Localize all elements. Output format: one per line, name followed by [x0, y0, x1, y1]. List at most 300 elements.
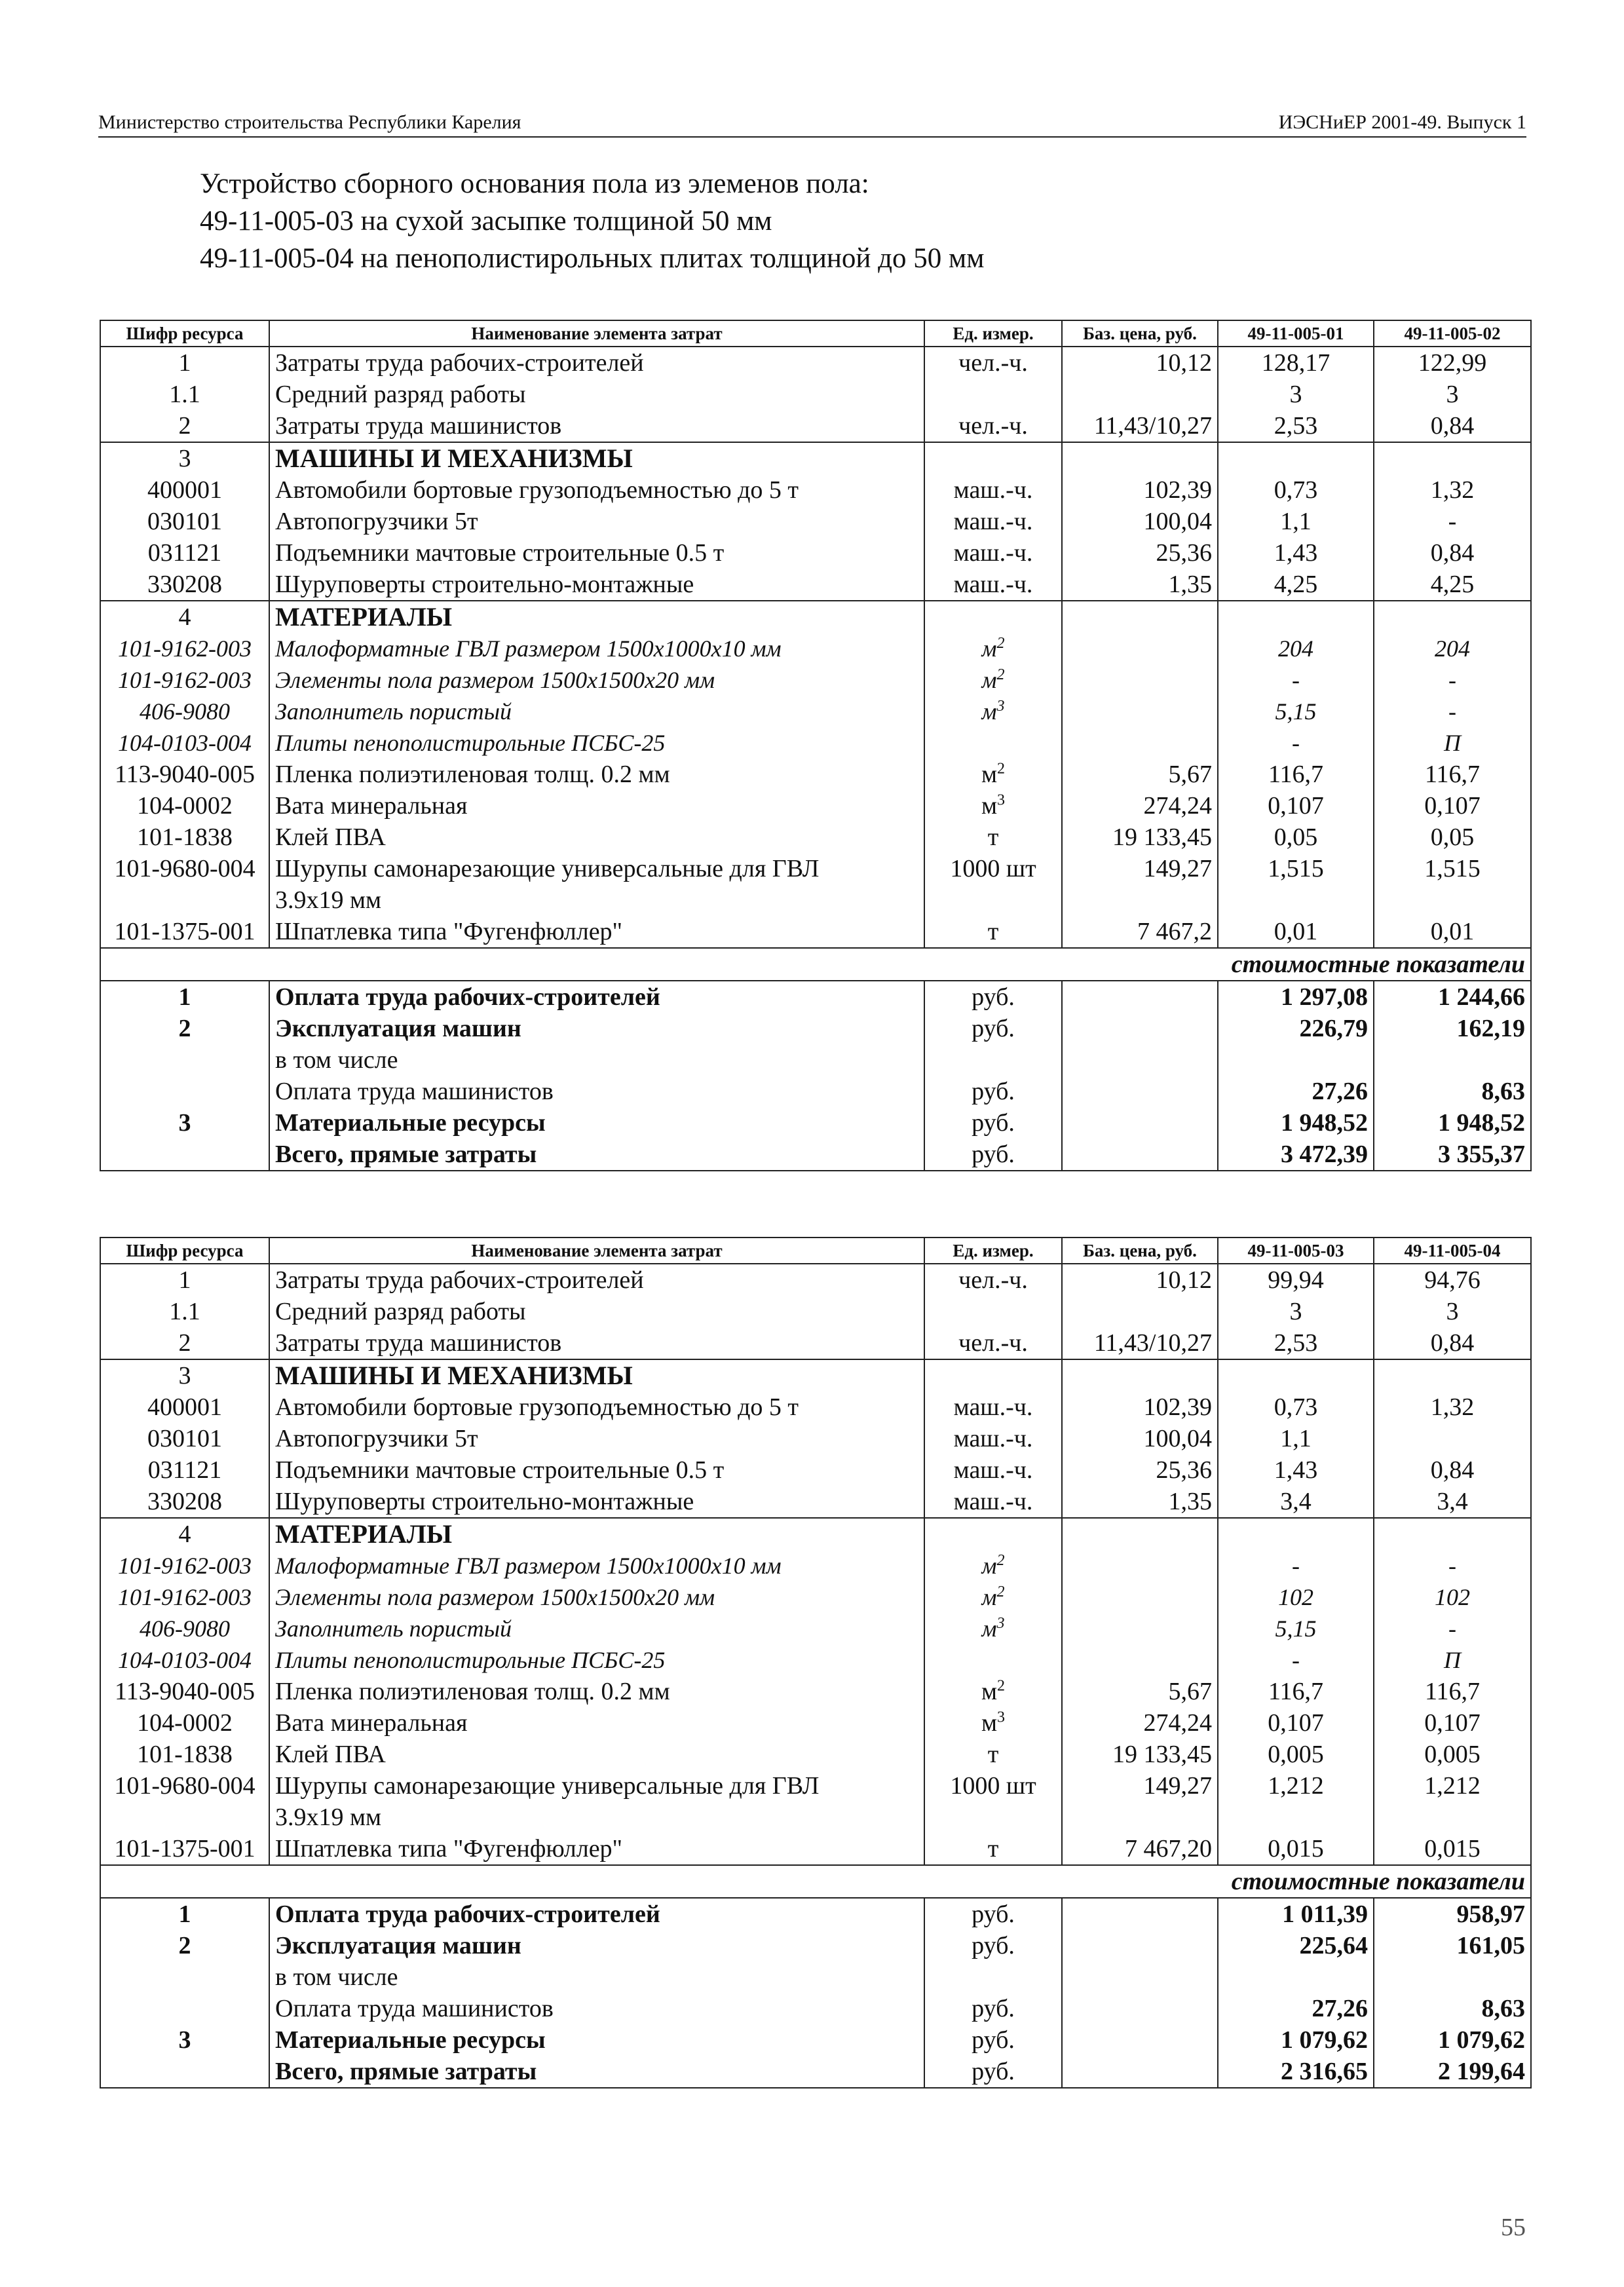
summary-row — [100, 1930, 1531, 1961]
base-price: 100,04 — [1062, 506, 1218, 537]
summary-row — [100, 2024, 1531, 2056]
value-a: 5,15 — [1218, 1613, 1374, 1644]
cost-element-name: Автомобили бортовые грузоподъемностью до 5 т — [269, 1391, 924, 1423]
unit-text: 1000 шт — [950, 855, 1036, 882]
base-price — [1062, 1581, 1218, 1613]
price-cell — [1062, 2056, 1218, 2088]
table-row — [100, 1518, 1531, 1550]
table-row — [100, 1802, 1531, 1833]
resource-code: 3 — [100, 442, 269, 474]
summary-name: Всего, прямые затраты — [269, 2056, 924, 2088]
summary-unit: руб. — [924, 1107, 1062, 1139]
section-title: МАШИНЫ И МЕХАНИЗМЫ — [269, 1359, 924, 1391]
unit-cell — [924, 1454, 1062, 1486]
value-a — [1218, 442, 1374, 474]
cost-element-name: Заполнитель пористый — [269, 1613, 924, 1644]
summary-value-a: 1 297,08 — [1218, 981, 1374, 1013]
value-a — [1218, 1518, 1374, 1550]
unit-cell — [924, 410, 1062, 442]
value-b: 1,32 — [1374, 474, 1531, 506]
unit-text: м — [981, 1709, 998, 1737]
unit-text: маш.-ч. — [953, 508, 1033, 535]
unit-cell — [924, 664, 1062, 696]
resource-code: 2 — [100, 1327, 269, 1359]
table-row — [100, 884, 1531, 916]
value-a: 4,25 — [1218, 569, 1374, 601]
cost-element-name: Шурупы самонарезающие универсальные для ГВЛ — [269, 1770, 924, 1802]
value-b: 1,212 — [1374, 1770, 1531, 1802]
header-name: Наименование элемента затрат — [269, 1238, 924, 1264]
unit-exponent: 2 — [996, 1583, 1005, 1600]
unit-exponent: 2 — [996, 635, 1005, 652]
price-cell — [1062, 981, 1218, 1013]
cost-element-name: Шурупы самонарезающие универсальные для ГВЛ — [269, 853, 924, 884]
value-a: 1,212 — [1218, 1770, 1374, 1802]
resource-code: 101-1838 — [100, 822, 269, 853]
table-row — [100, 664, 1531, 696]
value-b: 0,005 — [1374, 1739, 1531, 1770]
base-price: 149,27 — [1062, 1770, 1218, 1802]
cost-element-name: Затраты труда машинистов — [269, 1327, 924, 1359]
summary-value-a: 225,64 — [1218, 1930, 1374, 1961]
value-b: 3,4 — [1374, 1486, 1531, 1518]
value-b: 0,84 — [1374, 410, 1531, 442]
section-title: МАТЕРИАЛЫ — [269, 1518, 924, 1550]
price-cell — [1062, 442, 1218, 474]
unit-cell — [924, 1833, 1062, 1865]
unit-text: т — [987, 918, 999, 945]
resource-code: 330208 — [100, 569, 269, 601]
table-row — [100, 1391, 1531, 1423]
summary-name: Оплата труда рабочих-строителей — [269, 1898, 924, 1930]
unit-text: маш.-ч. — [953, 1425, 1033, 1452]
table-row — [100, 916, 1531, 948]
value-a — [1218, 884, 1374, 916]
base-price — [1062, 1802, 1218, 1833]
unit-text: 1000 шт — [950, 1772, 1036, 1800]
value-b: 116,7 — [1374, 1676, 1531, 1707]
summary-name: Эксплуатация машин — [269, 1930, 924, 1961]
base-price — [1062, 1296, 1218, 1327]
unit-cell — [924, 1296, 1062, 1327]
resource-code: 1 — [100, 1264, 269, 1296]
cost-element-name: Шуруповерты строительно-монтажные — [269, 569, 924, 601]
page-number: 55 — [1501, 2214, 1526, 2241]
base-price: 102,39 — [1062, 474, 1218, 506]
value-b: 116,7 — [1374, 759, 1531, 790]
header-unit: Ед. измер. — [924, 320, 1062, 347]
resource-code: 104-0002 — [100, 790, 269, 822]
value-b: 0,015 — [1374, 1833, 1531, 1865]
unit-exponent: 2 — [997, 1677, 1006, 1695]
resource-code: 101-9680-004 — [100, 1770, 269, 1802]
base-price: 149,27 — [1062, 853, 1218, 884]
summary-value-b: 162,19 — [1374, 1013, 1531, 1044]
cost-element-name: Заполнитель пористый — [269, 696, 924, 727]
value-a: 0,107 — [1218, 1707, 1374, 1739]
unit-text: м — [981, 1678, 998, 1705]
summary-unit: руб. — [924, 1930, 1062, 1961]
price-cell — [1062, 1359, 1218, 1391]
unit-cell — [924, 506, 1062, 537]
cost-element-name: Автомобили бортовые грузоподъемностью до 5 т — [269, 474, 924, 506]
resource-table-2 — [100, 1237, 1532, 2089]
resource-code: 104-0103-004 — [100, 727, 269, 759]
value-a: 1,1 — [1218, 506, 1374, 537]
value-a: 204 — [1218, 633, 1374, 664]
resource-code: 104-0002 — [100, 1707, 269, 1739]
unit-text: м — [981, 1616, 997, 1642]
base-price — [1062, 1644, 1218, 1676]
summary-name: в том числе — [269, 1961, 924, 1993]
table-row — [100, 696, 1531, 727]
value-b: 0,01 — [1374, 916, 1531, 948]
cost-indicators-label: стоимостные показатели — [100, 1865, 1531, 1898]
value-b: - — [1374, 696, 1531, 727]
summary-name: Оплата труда рабочих-строителей — [269, 981, 924, 1013]
base-price — [1062, 884, 1218, 916]
value-b: 122,99 — [1374, 347, 1531, 379]
value-a — [1218, 1359, 1374, 1391]
table-row — [100, 1264, 1531, 1296]
value-a: 5,15 — [1218, 696, 1374, 727]
table-row — [100, 1296, 1531, 1327]
price-cell — [1062, 1107, 1218, 1139]
unit-cell — [924, 1550, 1062, 1581]
title-line: 49-11-005-03 на сухой засыпке толщиной 50 мм — [200, 206, 772, 236]
summary-row — [100, 1107, 1531, 1139]
header-right: ИЭСНиЕР 2001-49. Выпуск 1 — [1278, 111, 1526, 133]
summary-row — [100, 1044, 1531, 1076]
cost-indicators-row — [100, 1865, 1531, 1898]
unit-cell — [924, 633, 1062, 664]
unit-cell — [924, 1518, 1062, 1550]
cost-element-name: Шпатлевка типа "Фугенфюллер" — [269, 916, 924, 948]
resource-code: 101-1375-001 — [100, 916, 269, 948]
table-row — [100, 1581, 1531, 1613]
unit-cell — [924, 1391, 1062, 1423]
unit-cell — [924, 1707, 1062, 1739]
unit-cell — [924, 1581, 1062, 1613]
summary-value-b: 161,05 — [1374, 1930, 1531, 1961]
resource-code: 400001 — [100, 1391, 269, 1423]
value-a: 2,53 — [1218, 410, 1374, 442]
unit-text: т — [987, 823, 999, 851]
base-price: 19 133,45 — [1062, 1739, 1218, 1770]
resource-code: 101-1838 — [100, 1739, 269, 1770]
price-cell — [1062, 1139, 1218, 1171]
value-a: - — [1218, 1550, 1374, 1581]
resource-code: 4 — [100, 1518, 269, 1550]
summary-name: в том числе — [269, 1044, 924, 1076]
table-row — [100, 1739, 1531, 1770]
summary-unit: руб. — [924, 2024, 1062, 2056]
summary-value-b: 3 355,37 — [1374, 1139, 1531, 1171]
value-b: 1,515 — [1374, 853, 1531, 884]
summary-value-a: 27,26 — [1218, 1993, 1374, 2024]
table-row — [100, 1707, 1531, 1739]
table-row — [100, 822, 1531, 853]
unit-exponent: 3 — [997, 791, 1006, 809]
summary-code — [100, 1993, 269, 2024]
resource-code: 406-9080 — [100, 696, 269, 727]
unit-cell — [924, 1423, 1062, 1454]
price-cell — [1062, 1993, 1218, 2024]
summary-value-b: 8,63 — [1374, 1076, 1531, 1107]
summary-code — [100, 1961, 269, 1993]
table-row — [100, 537, 1531, 569]
base-price: 7 467,2 — [1062, 916, 1218, 948]
value-a: 1,1 — [1218, 1423, 1374, 1454]
value-a: 0,73 — [1218, 1391, 1374, 1423]
resource-code: 101-9162-003 — [100, 633, 269, 664]
summary-name: Оплата труда машинистов — [269, 1993, 924, 2024]
value-b: - — [1374, 1550, 1531, 1581]
cost-element-name: Малоформатные ГВЛ размером 1500х1000х10 мм — [269, 1550, 924, 1581]
value-a: 116,7 — [1218, 759, 1374, 790]
price-cell — [1062, 2024, 1218, 2056]
value-a: - — [1218, 1644, 1374, 1676]
value-a: 128,17 — [1218, 347, 1374, 379]
unit-cell — [924, 696, 1062, 727]
cost-element-name: Шпатлевка типа "Фугенфюллер" — [269, 1833, 924, 1865]
value-a: 1,43 — [1218, 1454, 1374, 1486]
value-a: 116,7 — [1218, 1676, 1374, 1707]
resource-code — [100, 884, 269, 916]
table-row — [100, 1327, 1531, 1359]
value-b — [1374, 1423, 1531, 1454]
cost-element-name: Малоформатные ГВЛ размером 1500х1000х10 мм — [269, 633, 924, 664]
value-b — [1374, 442, 1531, 474]
unit-text: маш.-ч. — [953, 571, 1033, 598]
base-price: 5,67 — [1062, 1676, 1218, 1707]
base-price: 11,43/10,27 — [1062, 410, 1218, 442]
cost-element-name: Пленка полиэтиленовая толщ. 0.2 мм — [269, 759, 924, 790]
unit-cell — [924, 916, 1062, 948]
price-cell — [1062, 1013, 1218, 1044]
summary-name: Оплата труда машинистов — [269, 1076, 924, 1107]
cost-indicators-label: стоимостные показатели — [100, 948, 1531, 981]
table-row — [100, 410, 1531, 442]
value-a: 3 — [1218, 379, 1374, 410]
value-b: - — [1374, 664, 1531, 696]
base-price: 102,39 — [1062, 1391, 1218, 1423]
section-title: МАТЕРИАЛЫ — [269, 601, 924, 633]
unit-cell — [924, 379, 1062, 410]
unit-cell — [924, 1264, 1062, 1296]
value-a: 3,4 — [1218, 1486, 1374, 1518]
table-row — [100, 379, 1531, 410]
table-row — [100, 347, 1531, 379]
value-a: 0,05 — [1218, 822, 1374, 853]
table-row — [100, 442, 1531, 474]
unit-cell — [924, 1676, 1062, 1707]
summary-value-a: 2 316,65 — [1218, 2056, 1374, 2088]
table-row — [100, 1486, 1531, 1518]
summary-value-a: 27,26 — [1218, 1076, 1374, 1107]
summary-unit: руб. — [924, 1076, 1062, 1107]
value-b: 0,84 — [1374, 537, 1531, 569]
summary-value-a: 1 948,52 — [1218, 1107, 1374, 1139]
title-line: Устройство сборного основания пола из элеменов пола: — [200, 168, 869, 199]
summary-row — [100, 1013, 1531, 1044]
base-price — [1062, 696, 1218, 727]
summary-value-a: 1 011,39 — [1218, 1898, 1374, 1930]
summary-value-b: 958,97 — [1374, 1898, 1531, 1930]
base-price — [1062, 379, 1218, 410]
summary-unit: руб. — [924, 1993, 1062, 2024]
value-b: П — [1374, 727, 1531, 759]
cost-element-name: Клей ПВА — [269, 1739, 924, 1770]
unit-text: маш.-ч. — [953, 1456, 1033, 1484]
unit-cell — [924, 853, 1062, 884]
table-row — [100, 1676, 1531, 1707]
resource-code: 031121 — [100, 537, 269, 569]
unit-text: м — [981, 698, 997, 725]
unit-exponent: 3 — [997, 1709, 1006, 1726]
cost-element-name: Клей ПВА — [269, 822, 924, 853]
table-row — [100, 1550, 1531, 1581]
summary-value-b: 1 244,66 — [1374, 981, 1531, 1013]
unit-cell — [924, 759, 1062, 790]
summary-value-b — [1374, 1044, 1531, 1076]
unit-cell — [924, 1770, 1062, 1802]
unit-exponent: 2 — [996, 1552, 1005, 1569]
resource-code: 113-9040-005 — [100, 1676, 269, 1707]
unit-text: чел.-ч. — [958, 412, 1028, 440]
unit-text: чел.-ч. — [958, 1329, 1028, 1357]
summary-name: Материальные ресурсы — [269, 2024, 924, 2056]
unit-exponent: 2 — [997, 760, 1006, 778]
resource-code: 1 — [100, 347, 269, 379]
summary-row — [100, 1139, 1531, 1171]
cost-element-name: Затраты труда рабочих-строителей — [269, 1264, 924, 1296]
unit-cell — [924, 1486, 1062, 1518]
table-row — [100, 1423, 1531, 1454]
summary-value-a: 3 472,39 — [1218, 1139, 1374, 1171]
cost-element-name: Плиты пенополистирольные ПСБС-25 — [269, 1644, 924, 1676]
summary-code: 1 — [100, 1898, 269, 1930]
unit-cell — [924, 537, 1062, 569]
resource-code: 030101 — [100, 1423, 269, 1454]
resource-code: 030101 — [100, 506, 269, 537]
value-a: 2,53 — [1218, 1327, 1374, 1359]
summary-name: Эксплуатация машин — [269, 1013, 924, 1044]
base-price: 100,04 — [1062, 1423, 1218, 1454]
value-a: 0,015 — [1218, 1833, 1374, 1865]
resource-code: 2 — [100, 410, 269, 442]
base-price: 1,35 — [1062, 569, 1218, 601]
base-price — [1062, 1550, 1218, 1581]
summary-value-b: 1 948,52 — [1374, 1107, 1531, 1139]
table-row — [100, 601, 1531, 633]
table-row — [100, 633, 1531, 664]
base-price: 11,43/10,27 — [1062, 1327, 1218, 1359]
base-price: 10,12 — [1062, 347, 1218, 379]
cost-element-name: Затраты труда рабочих-строителей — [269, 347, 924, 379]
value-b: 0,107 — [1374, 1707, 1531, 1739]
summary-unit — [924, 1044, 1062, 1076]
value-b: 3 — [1374, 379, 1531, 410]
resource-table-1 — [100, 320, 1532, 1171]
unit-cell — [924, 601, 1062, 633]
base-price — [1062, 727, 1218, 759]
unit-cell — [924, 790, 1062, 822]
table-row — [100, 759, 1531, 790]
value-b — [1374, 884, 1531, 916]
unit-text: чел.-ч. — [958, 349, 1028, 377]
value-b: 4,25 — [1374, 569, 1531, 601]
value-b: 102 — [1374, 1581, 1531, 1613]
summary-code: 3 — [100, 1107, 269, 1139]
table-row — [100, 1770, 1531, 1802]
cost-element-name: Средний разряд работы — [269, 1296, 924, 1327]
table-row — [100, 506, 1531, 537]
summary-row — [100, 1076, 1531, 1107]
unit-cell — [924, 1359, 1062, 1391]
resource-code: 101-9162-003 — [100, 1550, 269, 1581]
resource-code: 330208 — [100, 1486, 269, 1518]
resource-code: 101-9162-003 — [100, 1581, 269, 1613]
resource-code: 101-9680-004 — [100, 853, 269, 884]
summary-code — [100, 2056, 269, 2088]
value-b: 0,84 — [1374, 1454, 1531, 1486]
price-cell — [1062, 1076, 1218, 1107]
summary-code — [100, 1076, 269, 1107]
value-a: 0,005 — [1218, 1739, 1374, 1770]
base-price — [1062, 664, 1218, 696]
summary-unit: руб. — [924, 2056, 1062, 2088]
unit-text: маш.-ч. — [953, 1488, 1033, 1515]
value-b: 204 — [1374, 633, 1531, 664]
unit-cell — [924, 1327, 1062, 1359]
resource-code — [100, 1802, 269, 1833]
value-b — [1374, 1359, 1531, 1391]
cost-element-name: Подъемники мачтовые строительные 0.5 т — [269, 1454, 924, 1486]
unit-exponent: 3 — [996, 1615, 1005, 1632]
header-col-a: 49-11-005-01 — [1218, 320, 1374, 347]
cost-indicators-row — [100, 948, 1531, 981]
summary-row — [100, 1898, 1531, 1930]
unit-cell — [924, 1802, 1062, 1833]
resource-code: 113-9040-005 — [100, 759, 269, 790]
value-b: П — [1374, 1644, 1531, 1676]
value-a: 99,94 — [1218, 1264, 1374, 1296]
value-a: - — [1218, 664, 1374, 696]
unit-cell — [924, 442, 1062, 474]
base-price: 5,67 — [1062, 759, 1218, 790]
table-row — [100, 474, 1531, 506]
unit-text: чел.-ч. — [958, 1266, 1028, 1294]
value-b: - — [1374, 1613, 1531, 1644]
table-row — [100, 1644, 1531, 1676]
value-b — [1374, 1802, 1531, 1833]
cost-element-name: Средний разряд работы — [269, 379, 924, 410]
summary-code — [100, 1044, 269, 1076]
value-a: 3 — [1218, 1296, 1374, 1327]
summary-code — [100, 1139, 269, 1171]
summary-value-a: 226,79 — [1218, 1013, 1374, 1044]
table-row — [100, 790, 1531, 822]
summary-value-b: 2 199,64 — [1374, 2056, 1531, 2088]
value-a: 1,43 — [1218, 537, 1374, 569]
table-row — [100, 1359, 1531, 1391]
price-cell — [1062, 1044, 1218, 1076]
value-b: 0,05 — [1374, 822, 1531, 853]
table-row — [100, 569, 1531, 601]
summary-row — [100, 2056, 1531, 2088]
unit-text: т — [987, 1741, 999, 1768]
